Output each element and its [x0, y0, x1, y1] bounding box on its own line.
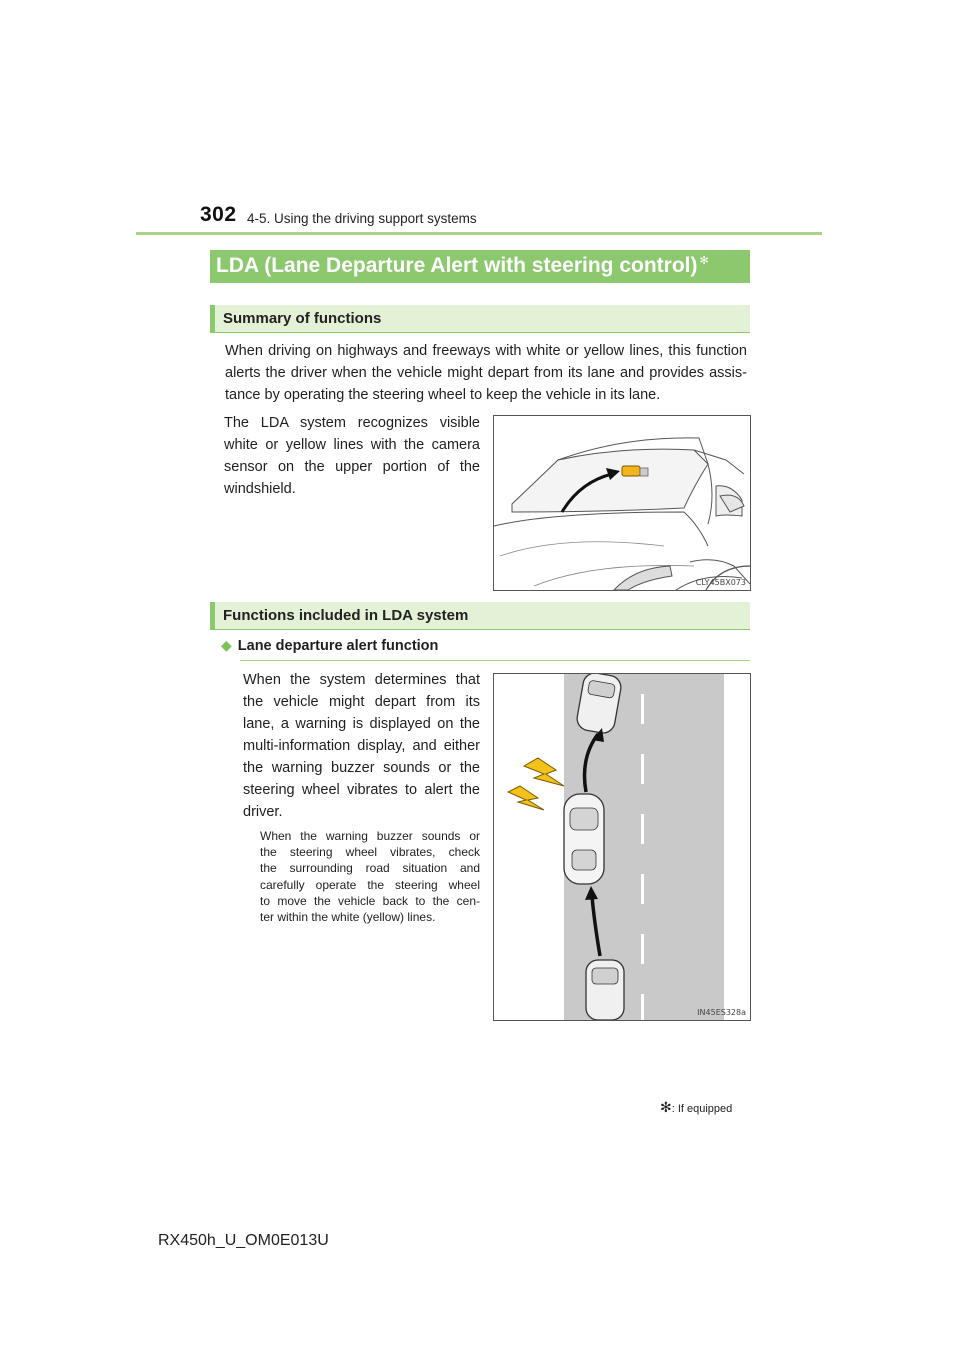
- functions-heading-accent: [210, 602, 215, 630]
- description-line: When the system determines that: [243, 672, 480, 688]
- footnote: [660, 1099, 732, 1116]
- car-departing: [564, 794, 604, 884]
- page-title: [216, 254, 709, 278]
- caution-note: [260, 828, 480, 925]
- car-bottom: [586, 960, 624, 1020]
- camera-description: [224, 412, 480, 500]
- manual-code: RX450h_U_OM0E013U: [158, 1232, 329, 1249]
- item-title: Lane departure alert function: [237, 638, 439, 654]
- page-number: 302: [200, 203, 237, 226]
- intro-line: tance by operating the steering wheel to keep the vehicle in its lane.: [225, 387, 661, 403]
- intro-line: When driving on highways and freeways with white or yellow lines, this function: [225, 343, 747, 359]
- note-line: ter within the white (yellow) lines.: [260, 910, 436, 925]
- camera-sensor: [622, 466, 640, 476]
- warning-bolt-icon: [508, 786, 544, 810]
- item-divider: [240, 660, 750, 661]
- header-divider: [136, 232, 822, 235]
- section-title: 4-5. Using the driving support systems: [247, 211, 477, 226]
- note-line: the steering wheel vibrates, check: [260, 845, 480, 860]
- camera-line: sensor on the upper portion of the: [224, 459, 480, 475]
- note-line: the surrounding road situation and: [260, 861, 480, 876]
- footnote-text: : If equipped: [671, 1103, 733, 1115]
- note-line: When the warning buzzer sounds or: [260, 829, 480, 843]
- lane-diagram: [494, 674, 750, 1020]
- camera-line: The LDA system recognizes visible: [224, 415, 480, 431]
- warning-bolt-icon: [524, 758, 564, 786]
- description-line: driver.: [243, 804, 283, 820]
- figure-code: IN45ES328a: [697, 1008, 746, 1017]
- intro-line: alerts the driver when the vehicle might depart from its lane and provides assis-: [225, 365, 747, 381]
- description-line: steering wheel vibrates to alert the: [243, 782, 480, 798]
- camera-line: white or yellow lines with the camera: [224, 437, 480, 453]
- alert-description: [243, 669, 480, 823]
- camera-line: windshield.: [224, 481, 296, 497]
- lane-departure-alert-heading: [221, 637, 438, 654]
- page-title-text: LDA (Lane Departure Alert with steering control): [216, 254, 698, 277]
- description-line: the warning buzzer sounds or the: [243, 760, 480, 776]
- functions-heading: Functions included in LDA system: [223, 607, 469, 624]
- figure-code: CLY45BX073: [695, 578, 746, 587]
- windshield-camera-figure: [493, 415, 751, 591]
- diamond-bullet-icon: ◆: [221, 637, 232, 653]
- description-line: lane, a warning is displayed on the: [243, 716, 480, 732]
- if-equipped-marker: ✻: [660, 1099, 672, 1115]
- summary-heading: Summary of functions: [223, 310, 382, 327]
- if-equipped-marker: ✻: [699, 255, 709, 267]
- lane-departure-figure: [493, 673, 751, 1021]
- note-line: to move the vehicle back to the cen-: [260, 893, 480, 908]
- description-line: the vehicle might depart from its: [243, 694, 480, 710]
- summary-intro: [225, 340, 747, 406]
- note-line: carefully operate the steering wheel: [260, 877, 480, 892]
- summary-heading-accent: [210, 305, 215, 333]
- car-front-illustration: [494, 416, 750, 590]
- description-line: multi-information display, and either: [243, 738, 480, 754]
